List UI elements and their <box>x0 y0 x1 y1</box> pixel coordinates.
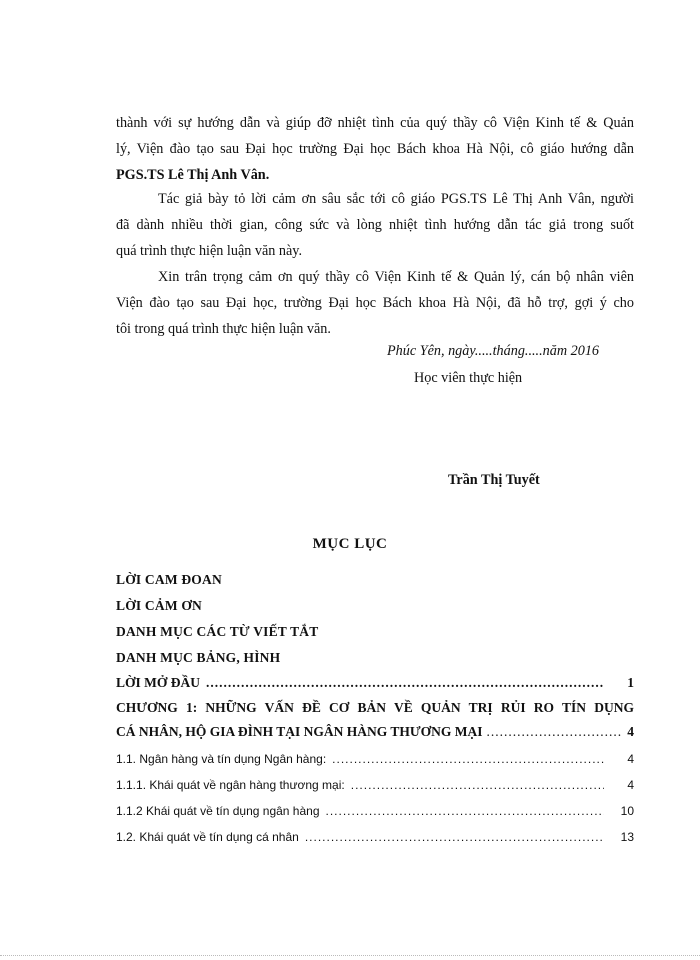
toc-item-abbreviations: DANH MỤC CÁC TỪ VIẾT TẮT <box>116 624 319 639</box>
toc-section-page: 10 <box>620 804 634 818</box>
toc-item-section-1-1-1 <box>116 778 634 792</box>
ack-p2-line3: quá trình thực hiện luận văn này. <box>116 243 303 259</box>
date-line: Phúc Yên, ngày.....tháng.....năm 2016 <box>387 343 600 359</box>
toc-chapter1-line2-row <box>116 720 634 744</box>
toc-section-label: 1.1. Ngân hàng và tín dụng Ngân hàng: <box>116 752 327 766</box>
toc-intro-page: 1 <box>627 675 634 690</box>
ack-p3-line3: tôi trong quá trình thực hiện luận văn. <box>116 321 331 337</box>
toc-item-chapter-1 <box>116 696 634 744</box>
toc-section-label: 1.2. Khái quát về tín dụng cá nhân <box>116 830 299 844</box>
toc-intro-label: LỜI MỞ ĐẦU <box>116 675 200 690</box>
toc-heading: MỤC LỤC <box>312 536 388 552</box>
toc-chapter1-line1: CHƯƠNG 1: NHỮNG VẤN ĐỀ CƠ BẢN VỀ QUẢN TRỊ RỦI RO TÍN DỤNG <box>116 700 634 715</box>
ack-paragraph-2 <box>116 186 634 264</box>
toc-item-intro <box>116 675 634 691</box>
toc-leader <box>326 804 604 818</box>
toc-item-cam-on: LỜI CẢM ƠN <box>116 598 202 613</box>
ack-p2-line1: Tác giả bày tỏ lời cảm ơn sâu sắc tới cô giáo PGS.TS Lê Thị Anh Vân, người <box>158 191 634 207</box>
ack-p3-line2: Viện đào tạo sau Đại học, trường Đại học Bách khoa Hà Nội, đã hỗ trợ, gợi ý cho <box>116 295 634 311</box>
toc-item-section-1-1-2 <box>116 804 634 818</box>
toc-item-cam-doan: LỜI CAM ĐOAN <box>116 572 222 587</box>
toc-section-page: 4 <box>627 752 634 766</box>
ack-p1-line3: PGS.TS Lê Thị Anh Vân. <box>116 167 270 183</box>
toc-leader <box>487 720 624 744</box>
toc-section-page: 13 <box>620 830 634 844</box>
student-label: Học viên thực hiện <box>414 370 523 386</box>
ack-p1-line2: lý, Viện đào tạo sau Đại học trường Đại học Bách khoa Hà Nội, cô giáo hướng dẫn <box>116 141 634 157</box>
toc-leader <box>332 752 604 766</box>
toc-item-section-1-1 <box>116 752 634 766</box>
toc-section-label: 1.1.2 Khái quát về tín dụng ngân hàng <box>116 804 320 818</box>
toc-item-section-1-2 <box>116 830 634 844</box>
toc-leader <box>305 830 604 844</box>
page-bottom-divider <box>0 955 700 956</box>
toc-section-page: 4 <box>627 778 634 792</box>
toc-chapter1-line2: CÁ NHÂN, HỘ GIA ĐÌNH TẠI NGÂN HÀNG THƯƠNG MẠI <box>116 724 483 739</box>
ack-paragraph-1 <box>116 110 634 188</box>
toc-section-label: 1.1.1. Khái quát về ngân hàng thương mại: <box>116 778 345 792</box>
toc-chapter1-page: 4 <box>627 724 634 739</box>
ack-p1-line1: thành với sự hướng dẫn và giúp đỡ nhiệt tình của quý thầy cô Viện Kinh tế & Quản <box>116 115 634 131</box>
toc-item-tables-figures: DANH MỤC BẢNG, HÌNH <box>116 650 281 665</box>
toc-leader <box>206 675 604 691</box>
student-name: Trần Thị Tuyết <box>448 472 540 488</box>
ack-p2-line2: đã dành nhiều thời gian, công sức và lòng nhiệt tình hướng dẫn tác giả trong suốt <box>116 217 634 233</box>
toc-leader <box>351 778 604 792</box>
ack-p3-line1: Xin trân trọng cảm ơn quý thầy cô Viện Kinh tế & Quản lý, cán bộ nhân viên <box>158 269 634 285</box>
ack-paragraph-3 <box>116 264 634 342</box>
